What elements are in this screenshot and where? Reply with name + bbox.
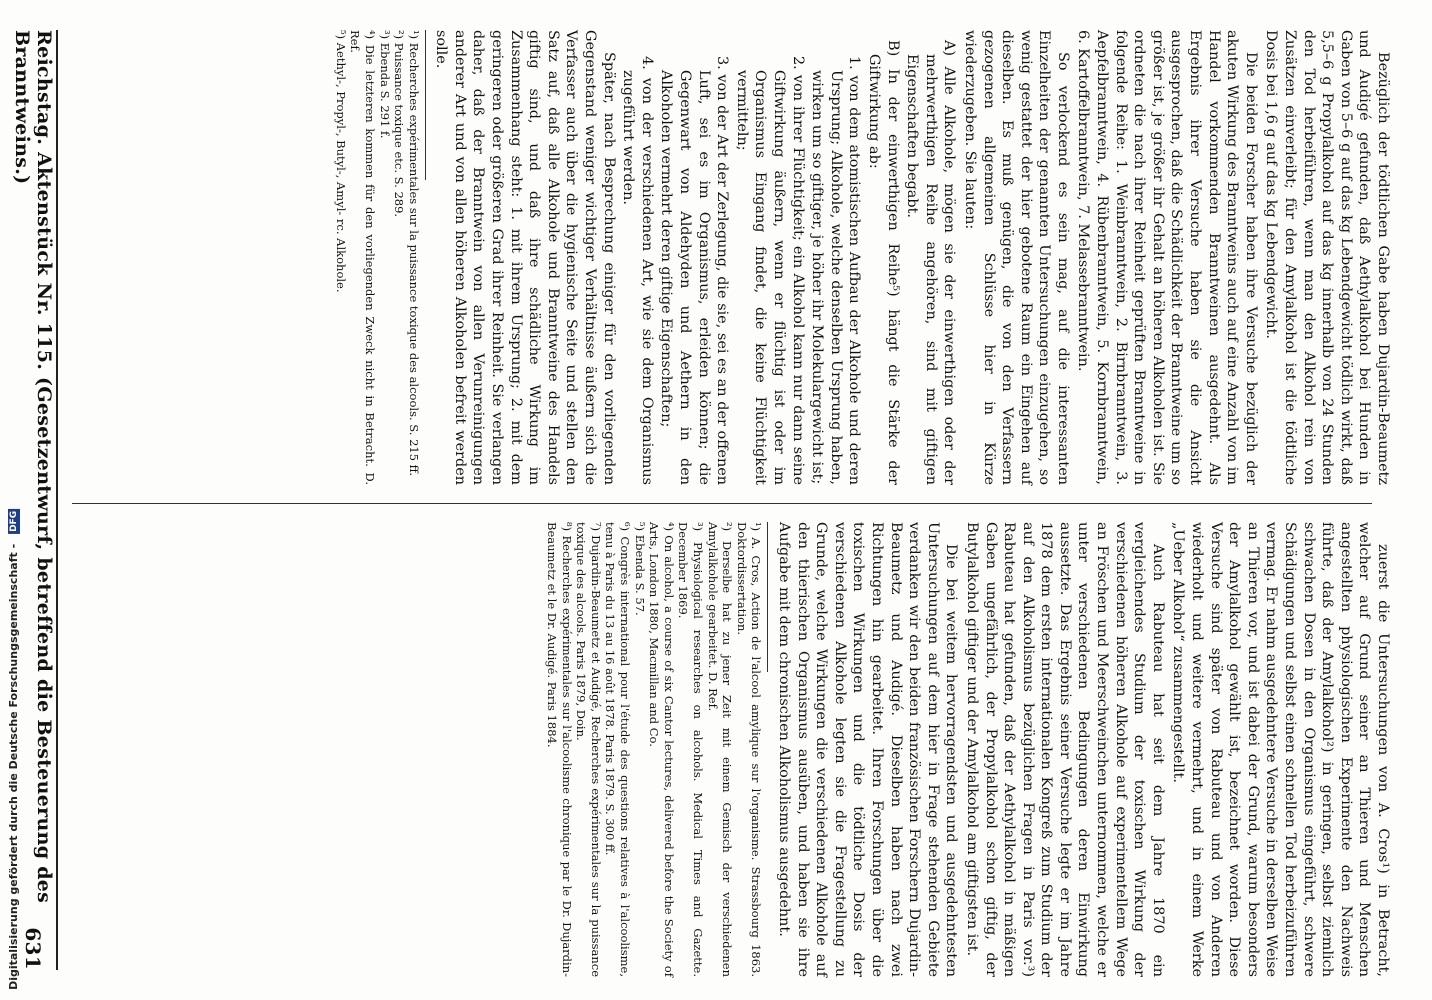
list-subitem: 1. von dem atomistischen Aufbau der Alkohole und deren Ursprung; Alkohole, welche denselben Ursprung haben, wirken um so giftiger, je höher ihr Molekulargewicht ist; — [809, 56, 863, 485]
footnote-rule — [425, 30, 426, 180]
paragraph: So verlockend es sein mag, auf die interessanten Einzelheiten der genannten Untersuchungen einzugehen, so wenig gestattet der hier gebotene Raum ein Eingehen auf dieselben. Es muß genügen, die von den Verfassern gezogenen allgemeinen Schlüsse hier in Kürze wiederzugeben. Sie lauten: — [961, 30, 1071, 485]
footnote: ⁴) Die letzteren kommen für den vorliegenden Zweck nicht in Betracht. D. Ref. — [348, 30, 377, 485]
right-column — [70, 30, 1392, 485]
left-column — [70, 522, 1392, 977]
paragraph: Die beiden Forscher haben ihre Versuche bezüglich der akuten Wirkung des Branntweins auch auf eine Anzahl von im Handel vorkommenden Branntweinen ausgedehnt. Als Ergebnis ihrer Versuche haben sie die Ansicht ausgesprochen, daß die Schädlichkeit der Branntweine um so größer ist, je größer ihr Gehalt an höheren Alkoholen ist. Sie ordneten die nach ihrer Reinheit geprüften Branntweine in folgende Reihe: 1. Weinbranntwein, 2. Birnbranntwein, 3. Aepfelbranntwein, 4. Rübenbranntwein, 5. Kornbranntwein, 6. Kartoffelbranntwein, 7. Melassebranntwein. — [1075, 30, 1259, 485]
footnote: ¹) A. Cros, Action de l'alcool amylique sur l'organisme. Strassbourg 1863. Doktordissertation. — [734, 522, 764, 977]
paragraph: Die bei weitem hervorragendsten und ausgedehntesten Untersuchungen auf dem hier in Frage stehenden Gebiete verdanken wir den beiden französischen Forschern Dujardin-Beaumetz und Audigé. Dieselben haben nach zwei Richtungen hin gearbeitet. Ihren Forschungen über die toxischen Wirkungen und die tödtliche Dosis der verschiedenen Alkohole legten sie die Fragestellung zu Grunde, welche Wirkungen die verschiedenen Alkohole auf den thierischen Organismus ausüben, und haben sie ihre Aufgabe mit dem chronischen Alkoholismus ausgedehnt. — [776, 522, 960, 977]
footnote: ²) Derselbe hat zu jener Zeit mit einem Gemisch der verschiedenen Amylalkohole gearbeitet. D. Ref. — [705, 522, 735, 977]
footnote: ¹) Recherches expérimentales sur la puissance toxique des alcools. S. 215 ff. — [406, 30, 421, 477]
list-item-b: B) In der einwerthigen Reihe⁵) hängt die Stärke der Giftwirkung ab: — [865, 40, 901, 485]
header-rule — [56, 30, 58, 970]
page-number: 631 — [21, 927, 45, 970]
dfg-logo: DFG — [8, 511, 19, 533]
footnote: ⁷) Dujardin-Beaumetz et Audigé, Recherches expérimentales sur la puissance toxique des alcools. Paris 1879, Doin. — [574, 522, 603, 977]
footnote: ⁸) Recherches expérimentales sur l'alcoolisme chronique par le Dr. Dujardin-Beaumetz et le Dr. Audigé. Paris 1884. — [545, 522, 574, 977]
paragraph: Auch Rabuteau hat seit dem Jahre 1870 ein vergleichendes Studium der toxischen Wirkung der verschiedenen höheren Alkohole auf experimentellem Wege an Fröschen und Meerschweinchen unternommen, welche er unter verschiedenen Bedingungen deren Einwirkung aussetzte. Das Ergebnis seiner Versuche legte er im Jahre 1878 dem ersten internationalen Kongreß zum Studium der auf den Alkoholismus bezüglichen Fragen in Paris vor.³) Rabuteau hat gefunden, daß der Aethylalkohol in mäßigen Gaben ungefährlich, der Propylalkohol schon giftig, der Butylalkohol giftiger und der Amylalkohol am giftigsten ist. — [963, 522, 1166, 977]
footnotes — [545, 522, 764, 977]
footnote: ²) Puissance toxique etc. S. 289. — [392, 30, 407, 218]
credit-text: Digitalisierung gefördert durch die Deutsche Forschungsgemeinschaft - — [6, 543, 20, 990]
paragraph: zuerst die Untersuchungen von A. Cros¹) in Betracht, welcher auf Grund seiner an Thieren und Menschen angestellten physiologischen Experimente den Nachweis führte, daß der Amylalkohol²) in geringen, selbst ziemlich schwachen Dosen in den Organismus eingeführt, schwere Schädigungen und selbst einen schnellen Tod herbeizuführen vermag. Er nahm ausgedehntere Versuche in derselben Weise an Thieren vor, und ist dabei der Grund, warum besonders der Amylalkohol gewählt ist, bezeichnet worden. Diese Versuche sind später von Rabuteau und von Anderen wiederholt und weitere vermehrt, und in einem Werke „Ueber Alkohol“ zusammengestellt. — [1170, 522, 1391, 977]
footnote: ⁴) On alcohol, a course of six Cantor lectures, delivered before the Society of Arts, London 1880, Macmillan and Co. — [647, 522, 676, 977]
footnote: ⁵) Ebenda S. 57. — [632, 522, 647, 616]
list-subitem: 2. von ihrer Flüchtigkeit; ein Alkohol kann nur dann seine Giftwirkung äußern, wenn er flüchtig ist oder im Organismus Eingang findet, die keine Flüchtigkeit vermitteln; — [733, 56, 806, 485]
column-divider — [72, 503, 1372, 504]
digitization-credit-strip — [0, 0, 26, 1000]
footnote-rule — [767, 522, 768, 672]
header-title: Reichstag. Aktenstück Nr. 115. (Gesetzentwurf, betreffend die Besteuerung des Branntweins.) — [11, 30, 55, 904]
list-subitem: 3. von der Art der Zerlegung, die sie, sei es an der offenen Luft, sei es im Organismus, erleiden können; die Gegenwart von Aldehyden und Aethern in den Alkoholen vermehrt deren giftige Eigenschaften; — [658, 56, 731, 485]
footnotes — [333, 30, 421, 485]
list-subitem: 4. von der verschiedenen Art, wie sie dem Organismus zugeführt werden. — [620, 56, 655, 485]
footnote: ⁶) Congrès international pour l'étude des questions relatives à l'alcoolisme, tenu à Paris du 13 au 16 août 1878. Paris 1879. S. 300 ff. — [603, 522, 633, 977]
paragraph: Bezüglich der tödtlichen Gabe haben Dujardin-Beaumetz und Audigé gefunden, daß Aethylalkohol bei Hunden in Gaben von 5–6 g auf das kg Lebendgewicht tödlich wirkt, daß 5,5–6 g Propylalkohol auf das kg innerhalb von 24 Stunden den Tod herbeiführen, wenn man den Alkohol rein von Zusätzen einverleibt; für den Amylalkohol ist die tödtliche Dosis bei 1,6 g auf das kg Lebendgewicht. — [1263, 30, 1391, 485]
footnote: ³) Physiological researches on alcohols. Medical Times and Gazette. December 1869. — [676, 522, 706, 977]
digitization-credit — [7, 509, 20, 990]
footnote: ⁵) Aethyl-, Propyl-, Butyl-, Amyl- rc. Alkohole. — [333, 30, 348, 293]
rotated-document-page — [12, 0, 1392, 1000]
footnote: ³) Ebenda S. 291 f. — [377, 30, 392, 139]
paragraph: Später, nach Besprechung einiger für den vorliegenden Gegenstand weniger wichtiger Verhältnisse äußern sich die Verfasser auch über die hygienische Seite und stellen den Satz auf, daß alle Alkohole und Branntweine des Handels giftig sind, und daß ihre schädliche Wirkung im Zusammenhang steht: 1. mit ihrem Ursprung; 2. mit dem geringeren oder größeren Grad ihrer Reinheit. Sie verlangen daher, daß der Branntwein von allen Verunreinigungen anderer Art und von allen höheren Alkoholen befreit werden solle. — [433, 30, 617, 485]
list-item-a: A) Alle Alkohole, mögen sie der einwerthigen oder der mehrwerthigen Reihe angehören, sind mit giftigen Eigenschaften begabt. — [904, 40, 958, 485]
